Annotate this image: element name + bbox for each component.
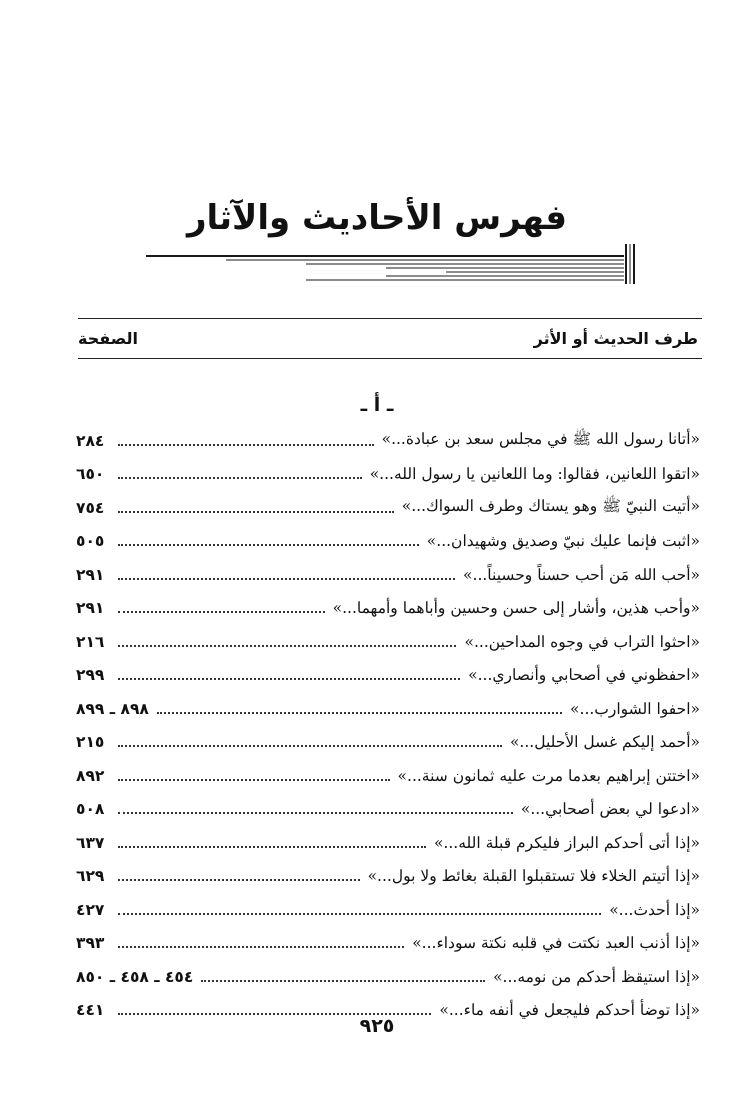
title-ornament-rule bbox=[146, 240, 636, 290]
hadith-index-list bbox=[76, 424, 700, 1027]
entry-page: ٤٤١ bbox=[76, 1001, 105, 1020]
index-entry bbox=[76, 625, 700, 659]
index-entry bbox=[76, 893, 700, 927]
entry-text: «احفظوني في أصحابي وأنصاري...» bbox=[468, 666, 700, 685]
dot-leader bbox=[118, 879, 360, 881]
index-entry bbox=[76, 592, 700, 626]
entry-text: «إذا أتى أحدكم البراز فليكرم قبلة الله...» bbox=[433, 833, 700, 852]
entry-page: ٧٥٤ bbox=[76, 498, 105, 517]
index-entry bbox=[76, 860, 700, 894]
entry-page: ٢٩١ bbox=[76, 565, 105, 584]
page-title: فهرس الأحاديث والآثار bbox=[186, 198, 568, 238]
dot-leader bbox=[118, 645, 456, 647]
entry-text: «إذا أتيتم الخلاء فلا تستقبلوا القبلة بغائط ولا بول...» bbox=[367, 867, 700, 886]
column-header-page: الصفحة bbox=[78, 329, 139, 348]
entry-text: «إذا استيقظ أحدكم من نومه...» bbox=[493, 967, 700, 986]
dot-leader bbox=[118, 946, 404, 948]
entry-page: ٦٣٧ bbox=[76, 833, 105, 852]
index-entry bbox=[76, 558, 700, 592]
entry-text: «أتيت النبيّ ﷺ وهو يستاك وطرف السواك...» bbox=[401, 497, 700, 516]
index-entry bbox=[76, 659, 700, 693]
entry-text: «اثبت فإنما عليك نبيّ وصديق وشهيدان...» bbox=[426, 532, 700, 551]
dot-leader bbox=[118, 511, 394, 513]
dot-leader bbox=[118, 779, 390, 781]
entry-text: «احفوا الشوارب...» bbox=[570, 699, 700, 718]
entry-page: ٢٩٩ bbox=[76, 666, 105, 685]
entry-page: ٢٩١ bbox=[76, 599, 105, 618]
header-rule-bottom bbox=[78, 358, 702, 359]
index-entry bbox=[76, 692, 700, 726]
dot-leader bbox=[157, 712, 562, 714]
dot-leader bbox=[118, 578, 455, 580]
entry-page: ٨٩٨ ـ ٨٩٩ bbox=[76, 699, 149, 718]
dot-leader bbox=[118, 745, 502, 747]
entry-page: ٢١٦ bbox=[76, 632, 105, 651]
entry-page: ٤٢٧ bbox=[76, 900, 105, 919]
index-entry bbox=[76, 826, 700, 860]
section-letter-alif: ـ أ ـ bbox=[360, 394, 394, 416]
index-entry bbox=[76, 458, 700, 492]
index-entry bbox=[76, 793, 700, 827]
index-entry bbox=[76, 960, 700, 994]
dot-leader bbox=[118, 846, 426, 848]
entry-text: «احثوا التراب في وجوه المداحين...» bbox=[464, 632, 700, 651]
column-header-hadith: طرف الحديث أو الأثر bbox=[533, 329, 698, 348]
index-entry bbox=[76, 759, 700, 793]
entry-text: «إذا أذنب العبد نكتت في قلبه نكتة سوداء...» bbox=[412, 934, 700, 953]
index-entry bbox=[76, 726, 700, 760]
dot-leader bbox=[118, 544, 419, 546]
entry-page: ٦٢٩ bbox=[76, 867, 105, 886]
entry-page: ٣٩٣ bbox=[76, 934, 105, 953]
dot-leader bbox=[118, 812, 513, 814]
dot-leader bbox=[118, 444, 374, 446]
index-entry bbox=[76, 491, 700, 525]
entry-text: «اتقوا اللعانين، فقالوا: وما اللعانين يا رسول الله...» bbox=[369, 465, 700, 484]
header-rule-top bbox=[78, 318, 702, 319]
dot-leader bbox=[201, 980, 485, 982]
entry-text: «أحمد إليكم غسل الأحليل...» bbox=[509, 733, 700, 752]
entry-text: «إذا أحدث...» bbox=[609, 900, 700, 919]
dot-leader bbox=[118, 611, 325, 613]
entry-text: «أحب الله مَن أحب حسناً وحسيناً...» bbox=[463, 565, 700, 584]
entry-page: ٥٠٥ bbox=[76, 532, 105, 551]
dot-leader bbox=[118, 913, 601, 915]
entry-text: «أتانا رسول الله ﷺ في مجلس سعد بن عبادة...» bbox=[381, 430, 700, 449]
dot-leader bbox=[118, 477, 362, 479]
entry-text: «ادعوا لي بعض أصحابي...» bbox=[520, 800, 700, 819]
entry-page: ٥٠٨ bbox=[76, 800, 105, 819]
entry-page: ٨٩٢ bbox=[76, 766, 105, 785]
dot-leader bbox=[118, 678, 460, 680]
index-entry bbox=[76, 525, 700, 559]
entry-text: «اختتن إبراهيم بعدما مرت عليه ثمانون سنة...» bbox=[397, 766, 700, 785]
entry-text: «وأحب هذين، وأشار إلى حسن وحسين وأباهما وأمهما...» bbox=[332, 599, 700, 618]
index-entry bbox=[76, 927, 700, 961]
entry-page: ٤٥٤ ـ ٤٥٨ ـ ٨٥٠ bbox=[76, 967, 194, 986]
entry-page: ٢٨٤ bbox=[76, 431, 105, 450]
index-entry bbox=[76, 424, 700, 458]
entry-text: «إذا توضأ أحدكم فليجعل في أنفه ماء...» bbox=[439, 1001, 700, 1020]
entry-page: ٢١٥ bbox=[76, 733, 105, 752]
page-number: ٩٢٥ bbox=[359, 1015, 395, 1037]
entry-page: ٦٥٠ bbox=[76, 465, 105, 484]
